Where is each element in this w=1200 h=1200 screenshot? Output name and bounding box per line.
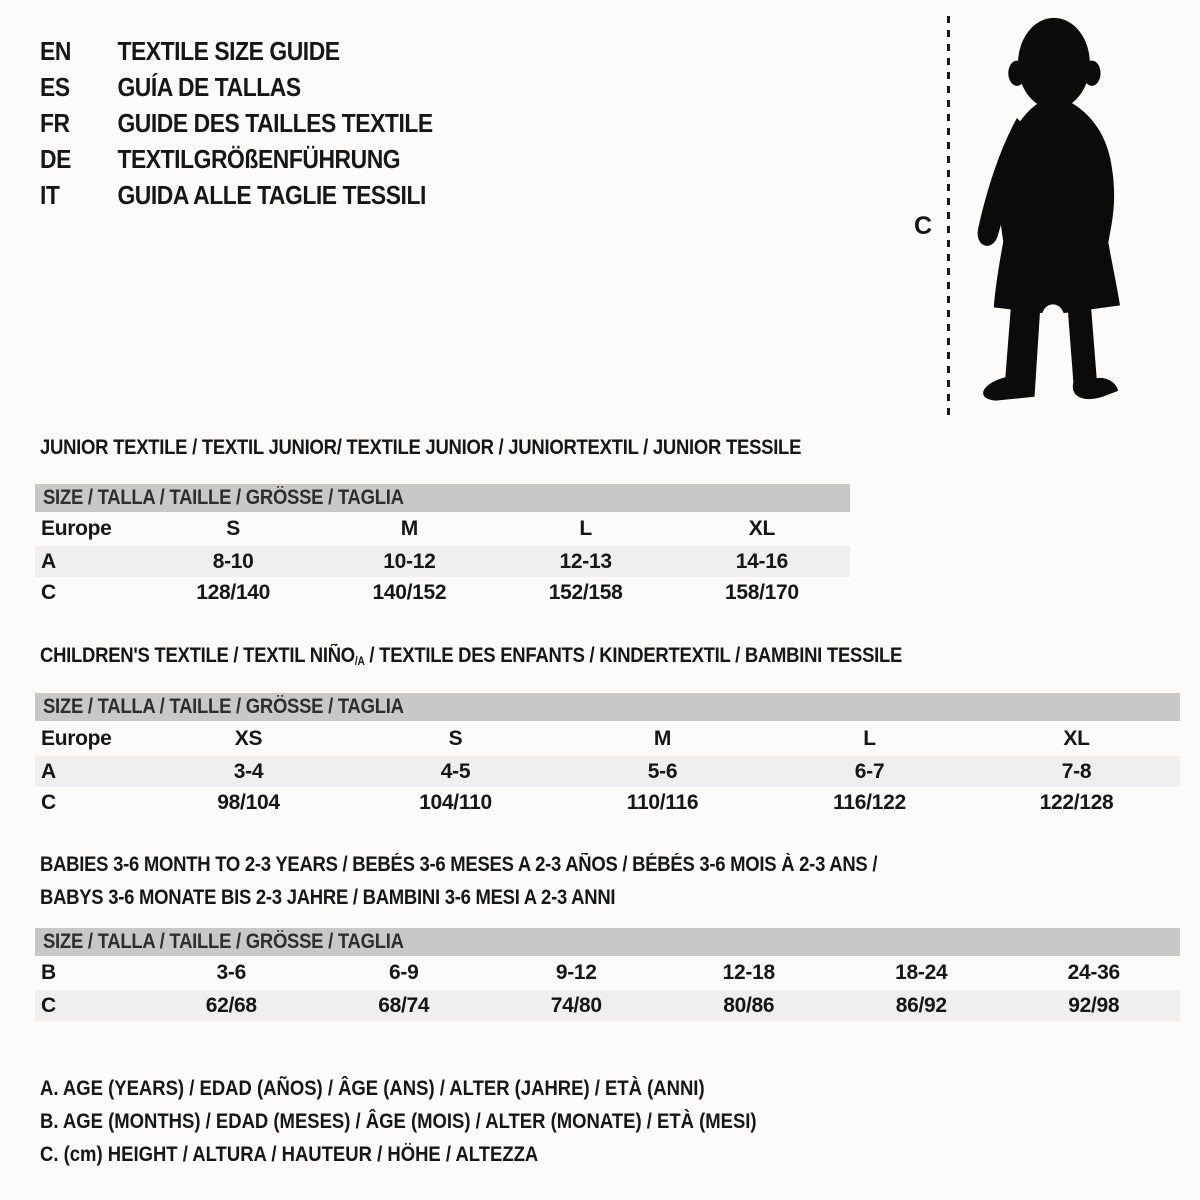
language-title-list bbox=[40, 33, 486, 213]
row-label: A bbox=[41, 549, 56, 573]
lang-code: DE bbox=[40, 144, 71, 174]
table-row-months bbox=[35, 956, 1180, 990]
lang-title: TEXTILGRÖßENFÜHRUNG bbox=[117, 144, 401, 174]
height-cell: 128/140 bbox=[196, 580, 271, 604]
months-cell: 24-36 bbox=[1067, 961, 1120, 984]
children-section-title: CHILDREN'S TEXTILE / TEXTIL $NIÑO_{/A}$ / TEXTILE DES ENFANTS / KINDERTEXTIL / BAMBINI TESSILE bbox=[40, 644, 903, 668]
size-cell: M bbox=[400, 517, 418, 540]
lang-title: GUIDE DES TAILLES TEXTILE bbox=[117, 108, 433, 138]
babies-section-title bbox=[40, 848, 991, 914]
age-cell: 10-12 bbox=[383, 549, 436, 573]
height-cell: 104/110 bbox=[419, 790, 492, 814]
row-label: A bbox=[41, 759, 56, 783]
legend-line-a: A. AGE (YEARS) / EDAD (AÑOS) / ÂGE (ANS) / ALTER (JAHRE) / ETÀ (ANNI) bbox=[40, 1077, 705, 1100]
height-cell: 86/92 bbox=[895, 993, 947, 1017]
row-label: Europe bbox=[41, 517, 112, 540]
measurement-legend bbox=[40, 1072, 854, 1171]
table-row-height bbox=[35, 787, 1180, 818]
height-cell: 92/98 bbox=[1068, 993, 1120, 1017]
row-label: C bbox=[41, 790, 56, 814]
nino-a-subscript: /A bbox=[354, 655, 365, 668]
table-row-age bbox=[35, 756, 1180, 787]
height-cell: 158/170 bbox=[724, 580, 799, 604]
lang-title: GUÍA DE TALLAS bbox=[117, 72, 301, 102]
lang-row-de bbox=[40, 141, 486, 177]
size-cell: S bbox=[226, 517, 240, 540]
lang-row-en bbox=[40, 33, 486, 69]
toddler-silhouette-image bbox=[963, 13, 1141, 421]
babies-title-line1: BABIES 3-6 MONTH TO 2-3 YEARS / BEBÉS 3-6 MESES A 2-3 AÑOS / BÉBÉS 3-6 MOIS À 2-3 ANS / bbox=[40, 853, 878, 876]
table-row-age bbox=[35, 546, 850, 577]
height-cell: 62/68 bbox=[205, 993, 257, 1017]
size-header-bar bbox=[35, 693, 1180, 721]
row-label: Europe bbox=[41, 726, 112, 750]
row-label: C bbox=[41, 580, 56, 604]
table-row-europe bbox=[35, 721, 1180, 756]
legend-line-b: B. AGE (MONTHS) / EDAD (MESES) / ÂGE (MOIS) / ALTER (MONATE) / ETÀ (MESI) bbox=[40, 1110, 757, 1133]
height-cell: 116/122 bbox=[833, 790, 906, 814]
age-cell: 3-4 bbox=[233, 759, 264, 783]
height-cell: 122/128 bbox=[1039, 790, 1114, 814]
age-cell: 12-13 bbox=[559, 549, 612, 573]
size-cell: M bbox=[653, 726, 672, 750]
size-header-label: SIZE / TALLA / TAILLE / GRÖSSE / TAGLIA bbox=[43, 930, 404, 953]
lang-code: IT bbox=[40, 180, 60, 210]
table-row-europe bbox=[35, 512, 850, 546]
lang-row-it bbox=[40, 177, 486, 213]
size-header-bar bbox=[35, 928, 1180, 956]
table-row-height bbox=[35, 577, 850, 608]
age-cell: 7-8 bbox=[1061, 759, 1092, 783]
height-cell: 110/116 bbox=[626, 790, 699, 814]
height-measure-dashed-line bbox=[947, 16, 950, 416]
size-cell: XS bbox=[234, 726, 263, 750]
row-label: B bbox=[41, 961, 56, 984]
months-cell: 6-9 bbox=[389, 961, 419, 984]
height-measure-label: C bbox=[913, 212, 933, 240]
size-cell: L bbox=[863, 726, 876, 750]
lang-row-es bbox=[40, 69, 486, 105]
size-header-label: SIZE / TALLA / TAILLE / GRÖSSE / TAGLIA bbox=[43, 486, 404, 509]
babies-title-line2: BABYS 3-6 MONATE BIS 2-3 JAHRE / BAMBINI 3-6 MESI A 2-3 ANNI bbox=[40, 886, 616, 909]
age-cell: 5-6 bbox=[647, 759, 678, 783]
lang-code: EN bbox=[40, 36, 71, 66]
lang-row-fr bbox=[40, 105, 486, 141]
height-cell: 140/152 bbox=[372, 580, 447, 604]
table-row-height bbox=[35, 990, 1180, 1021]
height-cell: 74/80 bbox=[550, 993, 602, 1017]
legend-line-c: C. (cm) HEIGHT / ALTURA / HAUTEUR / HÖHE / ALTEZZA bbox=[40, 1143, 539, 1166]
age-cell: 8-10 bbox=[212, 549, 254, 573]
babies-size-table bbox=[35, 928, 1180, 1021]
size-cell: S bbox=[448, 726, 463, 750]
age-cell: 6-7 bbox=[854, 759, 885, 783]
lang-code: ES bbox=[40, 72, 70, 102]
height-cell: 152/158 bbox=[548, 580, 623, 604]
size-cell: XL bbox=[748, 517, 775, 540]
lang-title: GUIDA ALLE TAGLIE TESSILI bbox=[117, 180, 426, 210]
months-cell: 18-24 bbox=[895, 961, 948, 984]
height-cell: 68/74 bbox=[378, 993, 430, 1017]
size-cell: L bbox=[579, 517, 592, 540]
age-cell: 4-5 bbox=[440, 759, 471, 783]
junior-size-table bbox=[35, 484, 850, 608]
row-label: C bbox=[41, 993, 56, 1017]
lang-code: FR bbox=[40, 108, 70, 138]
junior-section-title: JUNIOR TEXTILE / TEXTIL JUNIOR/ TEXTILE JUNIOR / JUNIORTEXTIL / JUNIOR TESSILE bbox=[40, 436, 802, 459]
months-cell: 9-12 bbox=[555, 961, 597, 984]
size-cell: XL bbox=[1063, 726, 1090, 750]
size-header-bar bbox=[35, 484, 850, 512]
age-cell: 14-16 bbox=[735, 549, 788, 573]
height-cell: 98/104 bbox=[217, 790, 280, 814]
height-cell: 80/86 bbox=[723, 993, 775, 1017]
months-cell: 3-6 bbox=[216, 961, 246, 984]
months-cell: 12-18 bbox=[722, 961, 775, 984]
children-size-table bbox=[35, 693, 1180, 818]
size-header-label: SIZE / TALLA / TAILLE / GRÖSSE / TAGLIA bbox=[43, 695, 404, 718]
lang-title: TEXTILE SIZE GUIDE bbox=[117, 36, 340, 66]
